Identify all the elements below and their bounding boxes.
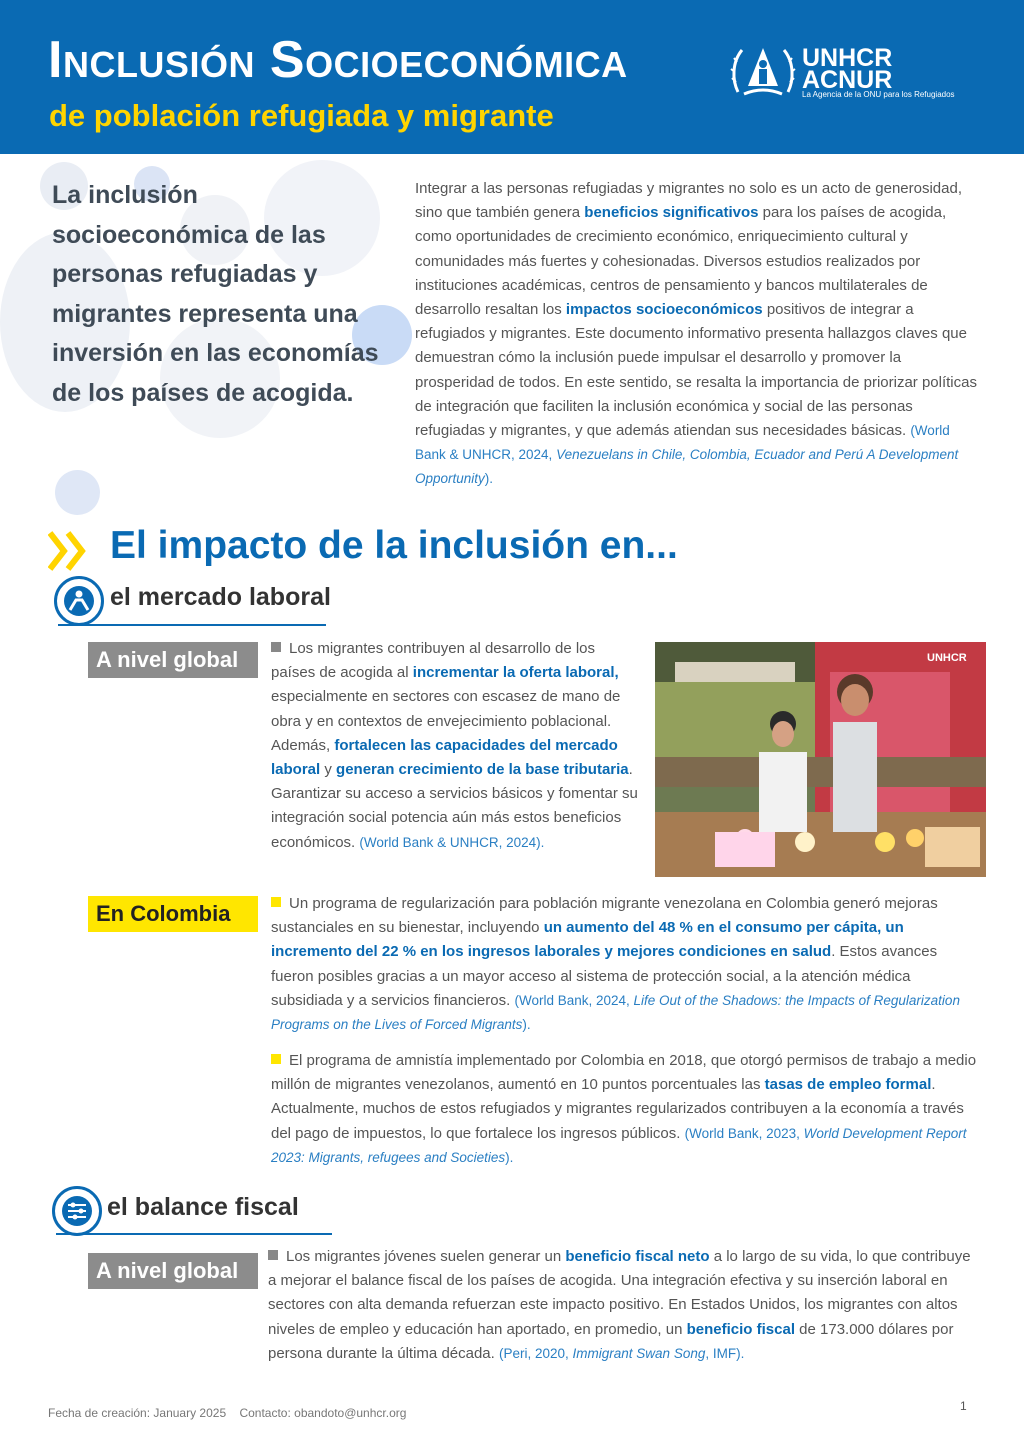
para-highlight: un aumento del 48 % en el consumo per cápita, un incremento del 22 % en los ingresos laborales y mejores condiciones en salud [271, 919, 904, 961]
para-text: El programa de amnistía implementado por Colombia en 2018, que otorgó permisos de trabajo a medio millón de migrantes venezolanos, aumentó en 10 puntos porcentuales las [271, 1052, 977, 1094]
para-text: y [320, 761, 337, 779]
labor-market-underline [58, 624, 326, 626]
label-global-fiscal: A nivel global [88, 1253, 258, 1289]
logo-text-acnur: ACNUR [802, 66, 893, 94]
bullet-square [268, 1250, 278, 1260]
citation-title: World Development Report 2023: Migrants, refugees and Societies [271, 1125, 967, 1165]
label-global-labor: A nivel global [88, 642, 258, 678]
fiscal-global-paragraph [268, 1245, 980, 1366]
para-text: . Garantizar su acceso a servicios básicos y fomentar su integración social potencia aún más estos beneficios económicos. [271, 761, 638, 851]
unhcr-emblem-icon [730, 42, 796, 98]
footer-meta: Fecha de creación: January 2025 Contacto: obandoto@unhcr.org [48, 1406, 407, 1420]
photo-illustration [655, 642, 986, 877]
sliders-icon [55, 1189, 99, 1233]
section-title: El impacto de la inclusión en... [110, 524, 678, 567]
citation-text: (World Bank & UNHCR, 2024). [359, 834, 545, 850]
citation-text: , IMF). [705, 1345, 745, 1361]
intro-text: positivos de integrar a refugiados y migrantes. Este documento informativo presenta hallazgos claves que demuestran cómo la inclusión puede impulsar el desarrollo y promover la prosperidad de todos. En este sentido, se resalta la importancia de priorizar políticas de integración que faciliten la inclusión económica y social de las personas refugiadas y migrantes, y que además atiendan sus necesidades básicas. [415, 301, 977, 440]
intro-highlight: beneficios significativos [584, 204, 759, 222]
citation-text: (World Bank, 2023, [684, 1125, 804, 1141]
market-stall-photo [655, 642, 986, 877]
page-number: 1 [960, 1399, 967, 1413]
intro-lead-statement: La inclusión socioeconómica de las personas refugiadas y migrantes representa una inversión en las economías de los países de acogida. [52, 181, 379, 407]
labor-market-icon [54, 576, 104, 626]
document-subtitle: de población refugiada y migrante [49, 98, 554, 133]
para-highlight: tasas de empleo formal [764, 1076, 932, 1094]
citation-text: (World Bank, 2024, [514, 992, 634, 1008]
bullet-square [271, 642, 281, 652]
citation-text: ). [522, 1017, 531, 1033]
para-highlight: incrementar la oferta laboral, [412, 664, 619, 682]
header-banner [0, 0, 1024, 154]
photo-watermark: UNHCR [927, 652, 967, 664]
para-text: Los migrantes contribuyen al desarrollo de los países de acogida al [271, 640, 595, 682]
intro-paragraph [415, 177, 980, 492]
para-highlight: generan crecimiento de la base tributaria [336, 761, 629, 779]
bullet-square [271, 897, 281, 907]
citation-title: Immigrant Swan Song [572, 1345, 706, 1361]
para-text: . Actualmente, muchos de estos refugiados y migrantes regularizados contribuyen a la economía a través del pago de impuestos, lo que fortalece los ingresos públicos. [271, 1076, 964, 1142]
fiscal-balance-underline [56, 1233, 332, 1235]
para-text: Los migrantes jóvenes suelen generar un [286, 1248, 566, 1265]
para-highlight: beneficio fiscal neto [565, 1248, 710, 1265]
citation-text: ). [484, 471, 494, 487]
unhcr-logo [730, 42, 990, 102]
intro-text: Integrar a las personas refugiadas y migrantes no solo es un acto de generosidad, sino que también genera [415, 180, 963, 222]
para-text: . Estos avances fueron posibles gracias a un mayor acceso al sistema de protección social, a la atención médica subsidiada y a servicios financieros. [271, 943, 938, 1009]
bullet-square [271, 1054, 281, 1064]
citation-title: Venezuelans in Chile, Colombia, Ecuador and Perú A Development Opportunity [415, 447, 959, 487]
intro-highlight: impactos socioeconómicos [565, 301, 763, 319]
labor-colombia-paragraph-1 [271, 892, 983, 1037]
para-highlight: fortalecen las capacidades del mercado laboral [271, 736, 618, 779]
label-colombia-labor: En Colombia [88, 896, 258, 932]
para-text: Un programa de regularización para población migrante venezolana en Colombia generó mejoras sustanciales en su bienestar, incluyendo [271, 895, 938, 937]
para-text: de 173.000 dólares por persona durante la última década. [268, 1320, 954, 1362]
para-text: a lo largo de su vida, lo que contribuye a mejorar el balance fiscal de los países de acogida. Una integración efectiva y su inserción laboral en sectores con alta demanda refuerzan este impacto positivo. En Estados Unidos, los migrantes con altos niveles de empleo y educación han aportado, en promedio, un [268, 1248, 971, 1338]
citation [499, 1346, 744, 1361]
double-chevron-icon [48, 531, 90, 571]
labor-market-title: el mercado laboral [110, 583, 331, 611]
logo-text-unhcr: UNHCR [802, 44, 893, 72]
citation-text: ). [505, 1149, 514, 1165]
citation-text: (World Bank & UNHCR, 2024, [415, 423, 950, 463]
para-text: especialmente en sectores con escasez de mano de obra y en contextos de envejecimiento poblacional. Además, [271, 688, 621, 754]
citation-title: Life Out of the Shadows: the Impacts of Regularization Programs on the Lives of Forced Migrants [271, 992, 960, 1033]
document-title: Inclusión Socioeconómica [48, 31, 628, 89]
decor-circle [55, 470, 100, 515]
para-highlight: beneficio fiscal [686, 1320, 795, 1338]
intro-text: para los países de acogida, como oportunidades de crecimiento económico, enriquecimiento cultural y comunidades más fuertes y cohesionadas. Diversos estudios realizados por instituciones académicas, centros de pensamiento y bancos multilaterales de desarrollo resaltan los [415, 204, 947, 319]
labor-colombia-paragraph-2 [271, 1049, 983, 1170]
labor-global-paragraph [271, 637, 643, 855]
logo-tagline: La Agencia de la ONU para los Refugiados [802, 90, 955, 99]
worker-icon [57, 579, 101, 623]
citation-text: (Peri, 2020, [498, 1345, 573, 1361]
fiscal-balance-icon [52, 1186, 102, 1236]
fiscal-balance-title: el balance fiscal [107, 1193, 299, 1221]
